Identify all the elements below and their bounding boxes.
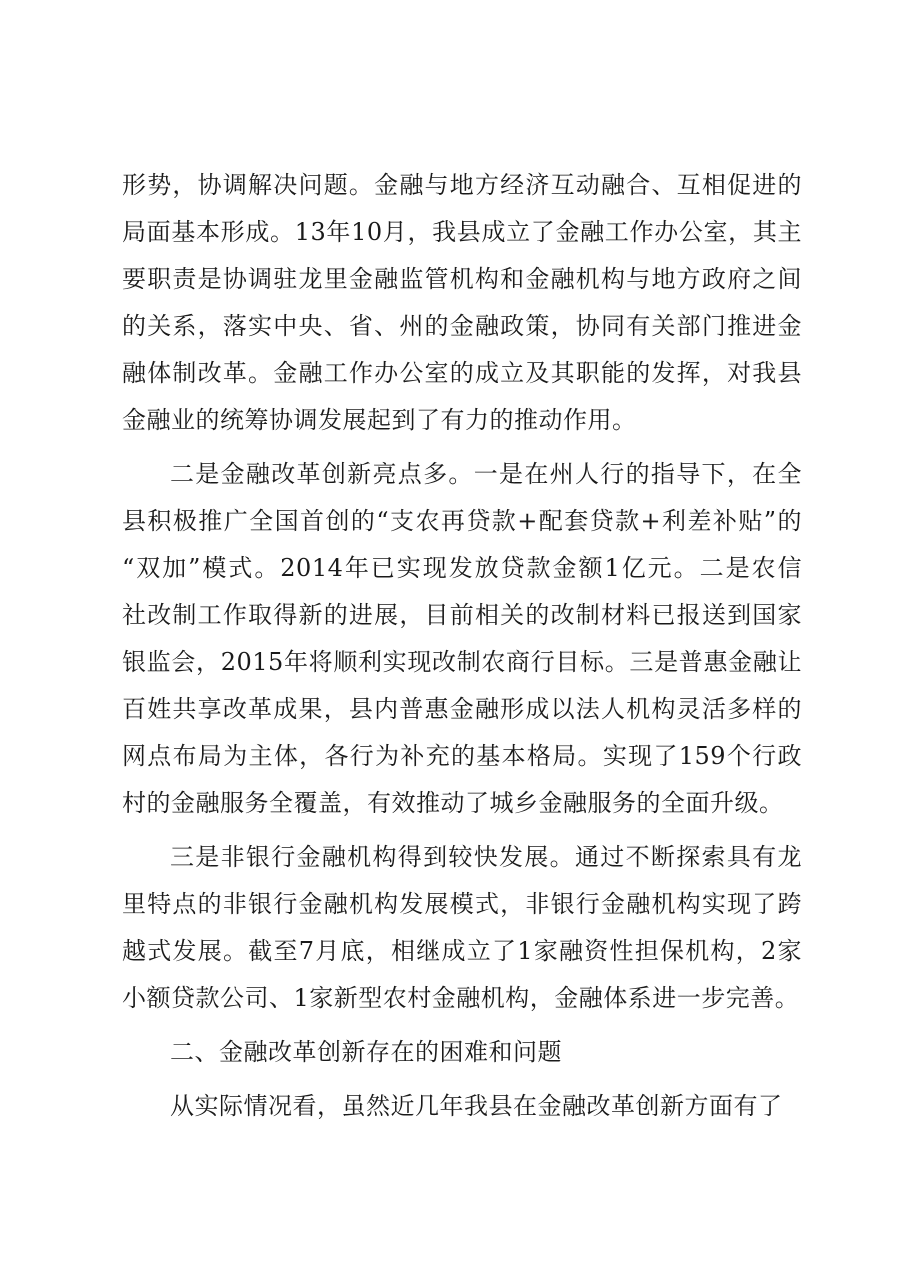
section-heading xyxy=(122,1029,802,1076)
paragraph-continuation xyxy=(122,162,802,444)
text-line: 二是金融改革创新亮点多。一是在州人行的指导下，在全 xyxy=(170,460,802,488)
text-line: 村的金融服务全覆盖，有效推动了城乡金融服务的全面升级。 xyxy=(122,789,784,817)
text-line: 银监会，2015年将顺利实现改制农商行目标。三是普惠金融让 xyxy=(122,648,802,676)
paragraph-difficulties-intro xyxy=(122,1083,802,1130)
text-line: 融体制改革。金融工作办公室的成立及其职能的发挥，对我县 xyxy=(122,359,802,387)
text-line: 小额贷款公司、1家新型农村金融机构，金融体系进一步完善。 xyxy=(122,984,800,1012)
text-line: 社改制工作取得新的进展，目前相关的改制材料已报送到国家 xyxy=(122,601,802,629)
text-line: 形势，协调解决问题。金融与地方经济互动融合、互相促进的 xyxy=(122,171,802,199)
text-line: 的关系，落实中央、省、州的金融政策，协同有关部门推进金 xyxy=(122,312,802,340)
paragraph-reform-highlights xyxy=(122,451,802,827)
paragraph-non-bank-institutions xyxy=(122,834,802,1022)
text-line: 越式发展。截至7月底，相继成立了1家融资性担保机构，2家 xyxy=(122,937,802,965)
text-line: 百姓共享改革成果，县内普惠金融形成以法人机构灵活多样的 xyxy=(122,695,802,723)
text-line: 网点布局为主体，各行为补充的基本格局。实现了159个行政 xyxy=(122,742,802,770)
text-line: 里特点的非银行金融机构发展模式，非银行金融机构实现了跨 xyxy=(122,890,802,918)
text-line: 局面基本形成。13年10月，我县成立了金融工作办公室，其主 xyxy=(122,218,802,246)
text-line: 从实际情况看，虽然近几年我县在金融改革创新方面有了 xyxy=(170,1092,783,1120)
text-line: “双加”模式。2014年已实现发放贷款金额1亿元。二是农信 xyxy=(122,554,802,582)
text-line: 县积极推广全国首创的“支农再贷款+配套贷款+利差补贴”的 xyxy=(122,507,802,535)
text-line: 要职责是协调驻龙里金融监管机构和金融机构与地方政府之间 xyxy=(122,265,802,293)
document-body xyxy=(122,162,802,1130)
text-line: 金融业的统筹协调发展起到了有力的推动作用。 xyxy=(122,406,637,434)
text-line: 三是非银行金融机构得到较快发展。通过不断探索具有龙 xyxy=(170,843,802,871)
heading-line: 二、金融改革创新存在的困难和问题 xyxy=(170,1038,562,1066)
